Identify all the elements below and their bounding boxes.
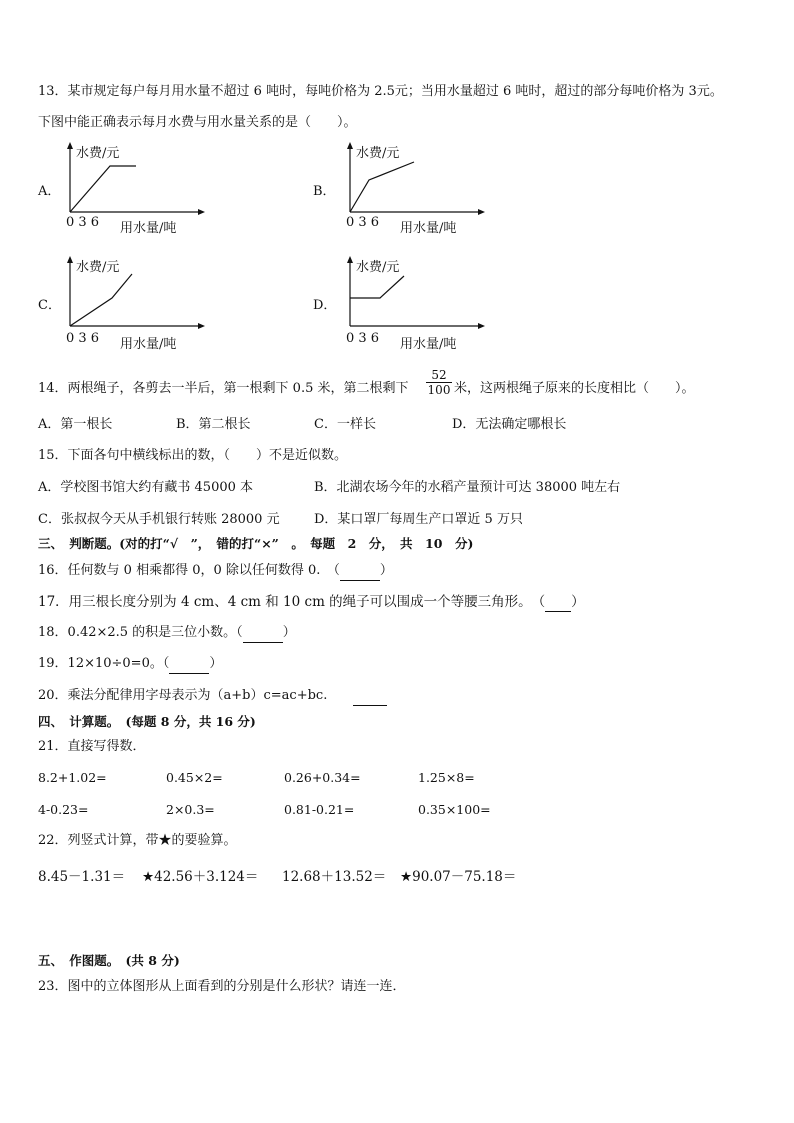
q13-graph-c xyxy=(62,254,212,352)
q15-text: 15．下面各句中横线标出的数，（ ）不是近似数。 xyxy=(38,448,348,463)
section-5-heading: 五、 作图题。 (共 8 分) xyxy=(38,953,180,968)
q14-option-a: A．第一根长 xyxy=(38,417,113,432)
q18-close: ） xyxy=(282,625,296,640)
q17-text: 17．用三根长度分别为 4 cm、4 cm 和 10 cm 的绳子可以围成一个等腰三角形。 （ xyxy=(38,594,546,610)
q17-answer-blank[interactable] xyxy=(545,593,571,612)
graph-d-ticks: 0 3 6 xyxy=(346,331,380,346)
q21-item-4: 1.25×8= xyxy=(418,770,475,785)
q15-option-d: D．某口罩厂每周生产口罩近 5 万只 xyxy=(314,512,523,527)
q14-fraction xyxy=(426,368,452,397)
graph-c-x-label: 用水量/吨 xyxy=(120,337,177,352)
q22-item-4: ★90.07－75.18＝ xyxy=(400,869,517,885)
q15-option-a: A．学校图书馆大约有藏书 45000 本 xyxy=(38,480,254,495)
q18 xyxy=(38,624,296,643)
graph-c-y-label: 水费/元 xyxy=(76,260,120,275)
q18-text: 18．0.42×2.5 的积是三位小数。（ xyxy=(38,625,243,640)
q17-close: ） xyxy=(571,594,585,610)
q21-item-1: 8.2+1.02= xyxy=(38,770,107,785)
graph-b-y-label: 水费/元 xyxy=(356,146,400,161)
q15-option-c: C．张叔叔今天从手机银行转账 28000 元 xyxy=(38,512,280,527)
q13-option-c-label: C． xyxy=(38,298,61,313)
graph-a-y-label: 水费/元 xyxy=(76,146,120,161)
q14-fraction-denominator: 100 xyxy=(427,383,451,397)
graph-d-x-label: 用水量/吨 xyxy=(400,337,457,352)
q20 xyxy=(38,687,387,706)
q23-text: 23．图中的立体图形从上面看到的分别是什么形状？请连一连． xyxy=(38,979,406,994)
q22-text: 22．列竖式计算，带★的要验算。 xyxy=(38,833,237,848)
q20-answer-blank[interactable] xyxy=(353,687,387,706)
q19 xyxy=(38,655,222,674)
q13-line1: 13．某市规定每户每月用水量不超过 6 吨时，每吨价格为 2.5元；当用水量超过 6 吨时，超过的部分每吨价格为 3元。 xyxy=(38,84,723,99)
q14-fraction-numerator: 52 xyxy=(426,368,452,383)
q13-line2: 下图中能正确表示每月水费与用水量关系的是（ ）。 xyxy=(38,115,357,130)
q16-text: 16．任何数与 0 相乘都得 0，0 除以任何数得 0. （ xyxy=(38,563,340,578)
q14-text-after: 米，这两根绳子原来的长度相比（ ）。 xyxy=(454,381,695,396)
q13-graph-a xyxy=(62,140,212,236)
q21-item-3: 0.26+0.34= xyxy=(284,770,361,785)
q21-item-5: 4-0.23= xyxy=(38,802,89,817)
q14-option-d: D．无法确定哪根长 xyxy=(452,417,567,432)
q16 xyxy=(38,562,393,581)
q16-close: ） xyxy=(379,563,393,578)
q14-option-b: B．第二根长 xyxy=(176,417,251,432)
q13-option-a-label: A． xyxy=(38,184,61,199)
q19-close: ） xyxy=(209,656,223,671)
q14-option-c: C．一样长 xyxy=(314,417,376,432)
section-3-heading: 三、 判断题。(对的打“√ ”， 错的打“×” 。 每题 2 分， 共 10 分) xyxy=(38,536,474,551)
q17 xyxy=(38,593,585,612)
q19-text: 19．12×10÷0=0。（ xyxy=(38,656,170,671)
q14-text-before: 14．两根绳子，各剪去一半后，第一根剩下 0.5 米，第二根剩下 xyxy=(38,381,409,396)
graph-a-x-label: 用水量/吨 xyxy=(120,221,177,236)
q13-graph-b xyxy=(342,140,492,236)
q19-answer-blank[interactable] xyxy=(169,655,209,674)
q16-answer-blank[interactable] xyxy=(340,562,380,581)
graph-d-y-label: 水费/元 xyxy=(356,260,400,275)
graph-b-ticks: 0 3 6 xyxy=(346,215,380,230)
q21-item-2: 0.45×2= xyxy=(166,770,223,785)
q15-option-b: B．北湖农场今年的水稻产量预计可达 38000 吨左右 xyxy=(314,480,621,495)
graph-a-ticks: 0 3 6 xyxy=(66,215,100,230)
q22-item-2: ★42.56＋3.124＝ xyxy=(142,869,259,885)
q20-text: 20．乘法分配律用字母表示为（a+b）c=ac+bc. xyxy=(38,688,328,703)
q21-text: 21．直接写得数． xyxy=(38,739,146,754)
q13-graph-d xyxy=(342,254,492,352)
q13-option-d-label: D． xyxy=(313,298,337,313)
graph-b-x-label: 用水量/吨 xyxy=(400,221,457,236)
section-4-heading: 四、 计算题。 (每题 8 分，共 16 分) xyxy=(38,714,256,729)
graph-c-ticks: 0 3 6 xyxy=(66,331,100,346)
q21-item-7: 0.81-0.21= xyxy=(284,802,355,817)
q21-item-6: 2×0.3= xyxy=(166,802,215,817)
q22-item-1: 8.45－1.31＝ xyxy=(38,869,126,885)
q18-answer-blank[interactable] xyxy=(243,624,283,643)
q21-item-8: 0.35×100= xyxy=(418,802,491,817)
q22-item-3: 12.68＋13.52＝ xyxy=(282,869,387,885)
q13-option-b-label: B． xyxy=(313,184,336,199)
